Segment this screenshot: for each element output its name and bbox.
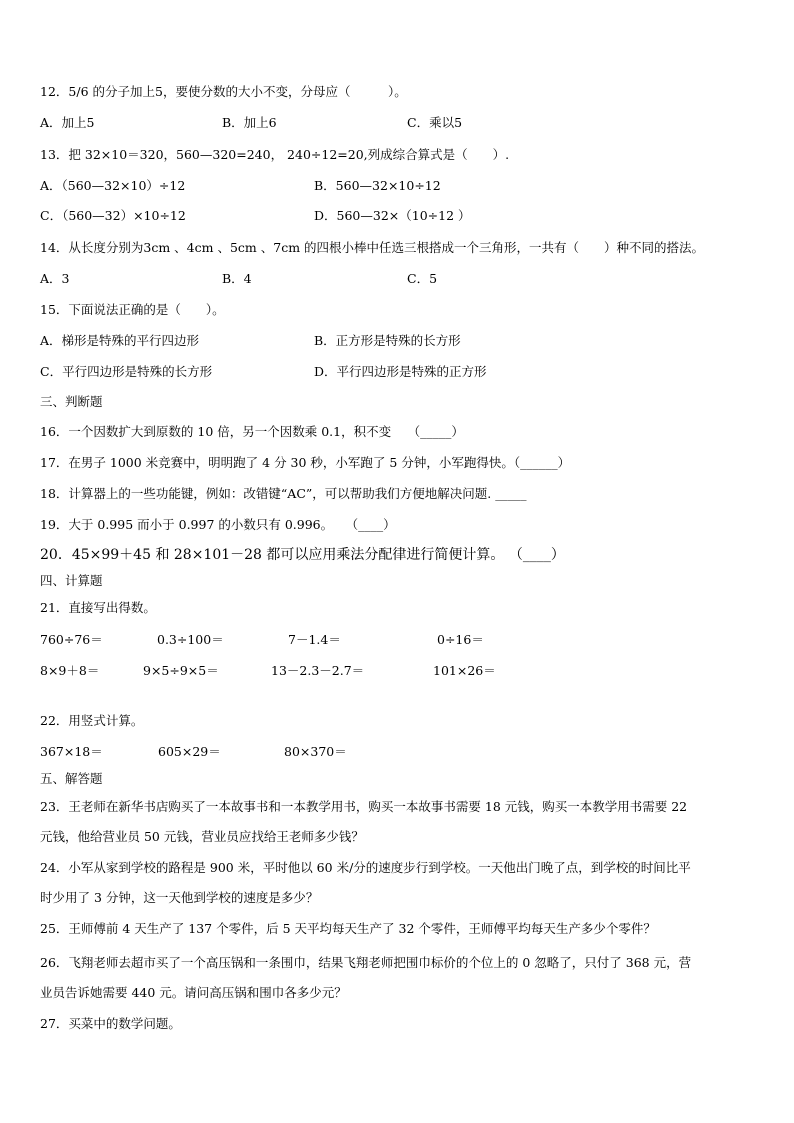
q22-item: 367×18＝ xyxy=(40,744,103,759)
q22-item: 80×370＝ xyxy=(284,744,347,759)
q21-item: 101×26＝ xyxy=(433,663,496,678)
q21-item: 7－1.4＝ xyxy=(288,632,341,647)
q13-option-b: B．560—32×10÷12 xyxy=(314,178,441,193)
q23-line-1: 23．王老师在新华书店购买了一本故事书和一本教学用书，购买一本故事书需要 18 元钱，购买一本教学用书需要 22 xyxy=(40,799,688,814)
q21-item: 0÷16＝ xyxy=(437,632,484,647)
q23-line-2: 元钱，他给营业员 50 元钱，营业员应找给王老师多少钱？ xyxy=(40,829,364,844)
q20-text: 20．45×99＋45 和 28×101－28 都可以应用乘法分配律进行简便计算。 （____） xyxy=(40,547,565,563)
section-heading-judgement: 三、判断题 xyxy=(40,394,103,409)
q27-text: 27．买菜中的数学问题。 xyxy=(40,1016,181,1031)
q22-item: 605×29＝ xyxy=(158,744,221,759)
q18-text: 18．计算器上的一些功能键，例如：改错键“AC”，可以帮助我们方便地解决问题. _____ xyxy=(40,486,527,501)
q26-line-1: 26．飞翔老师去超市买了一个高压锅和一条围巾，结果飞翔老师把围巾标价的个位上的 0 忽略了，只付了 368 元，营 xyxy=(40,955,692,970)
q15-stem: 15．下面说法正确的是（ ）。 xyxy=(40,302,225,317)
q21-item: 8×9＋8＝ xyxy=(40,663,100,678)
q15-option-a: A．梯形是特殊的平行四边形 xyxy=(40,333,200,348)
q15-option-d: D．平行四边形是特殊的正方形 xyxy=(314,364,487,379)
q12-stem: 12．5/6 的分子加上5，要使分数的大小不变，分母应（ ）。 xyxy=(40,84,407,99)
q14-stem: 14．从长度分别为3cm 、4cm 、5cm 、7cm 的四根小棒中任选三根搭成一个三角形，一共有（ ）种不同的搭法。 xyxy=(40,240,705,255)
q21-stem: 21．直接写出得数。 xyxy=(40,600,156,615)
q13-stem: 13．把 32×10＝320，560—320=240， 240÷12=20,列成综合算式是（ ）. xyxy=(40,147,510,162)
q14-option-b: B．4 xyxy=(222,271,252,286)
q19-text: 19．大于 0.995 而小于 0.997 的小数只有 0.996。 （____） xyxy=(40,517,396,532)
q21-item: 13－2.3－2.7＝ xyxy=(271,663,365,678)
q21-item: 760÷76＝ xyxy=(40,632,103,647)
section-heading-calculation: 四、计算题 xyxy=(40,573,103,588)
q12-option-c: C．乘以5 xyxy=(407,115,463,130)
q22-stem: 22．用竖式计算。 xyxy=(40,713,144,728)
section-heading-word-problems: 五、解答题 xyxy=(40,771,103,786)
q13-option-c: C．（560—32）×10÷12 xyxy=(40,208,186,223)
q12-option-b: B．加上6 xyxy=(222,115,277,130)
q15-option-b: B．正方形是特殊的长方形 xyxy=(314,333,461,348)
q26-line-2: 业员告诉她需要 440 元。请问高压锅和围巾各多少元？ xyxy=(40,985,347,1000)
q14-option-c: C．5 xyxy=(407,271,438,286)
q17-text: 17．在男子 1000 米竞赛中，明明跑了 4 分 30 秒，小军跑了 5 分钟，小军跑得快。（______） xyxy=(40,455,571,470)
q13-option-a: A．（560—32×10）÷12 xyxy=(40,178,186,193)
q12-option-a: A．加上5 xyxy=(40,115,95,130)
q21-item: 9×5÷9×5＝ xyxy=(143,663,219,678)
q21-item: 0.3÷100＝ xyxy=(157,632,224,647)
q24-line-1: 24．小军从家到学校的路程是 900 米，平时他以 60 米/分的速度步行到学校。一天他出门晚了点，到学校的时间比平 xyxy=(40,860,691,875)
q25-text: 25．王师傅前 4 天生产了 137 个零件，后 5 天平均每天生产了 32 个零件，王师傅平均每天生产多少个零件？ xyxy=(40,921,656,936)
q15-option-c: C．平行四边形是特殊的长方形 xyxy=(40,364,213,379)
q13-option-d: D．560—32×（10÷12 ） xyxy=(314,208,471,223)
q14-option-a: A．3 xyxy=(40,271,70,286)
q16-text: 16．一个因数扩大到原数的 10 倍，另一个因数乘 0.1，积不变 （_____） xyxy=(40,424,464,439)
q24-line-2: 时少用了 3 分钟，这一天他到学校的速度是多少？ xyxy=(40,890,319,905)
